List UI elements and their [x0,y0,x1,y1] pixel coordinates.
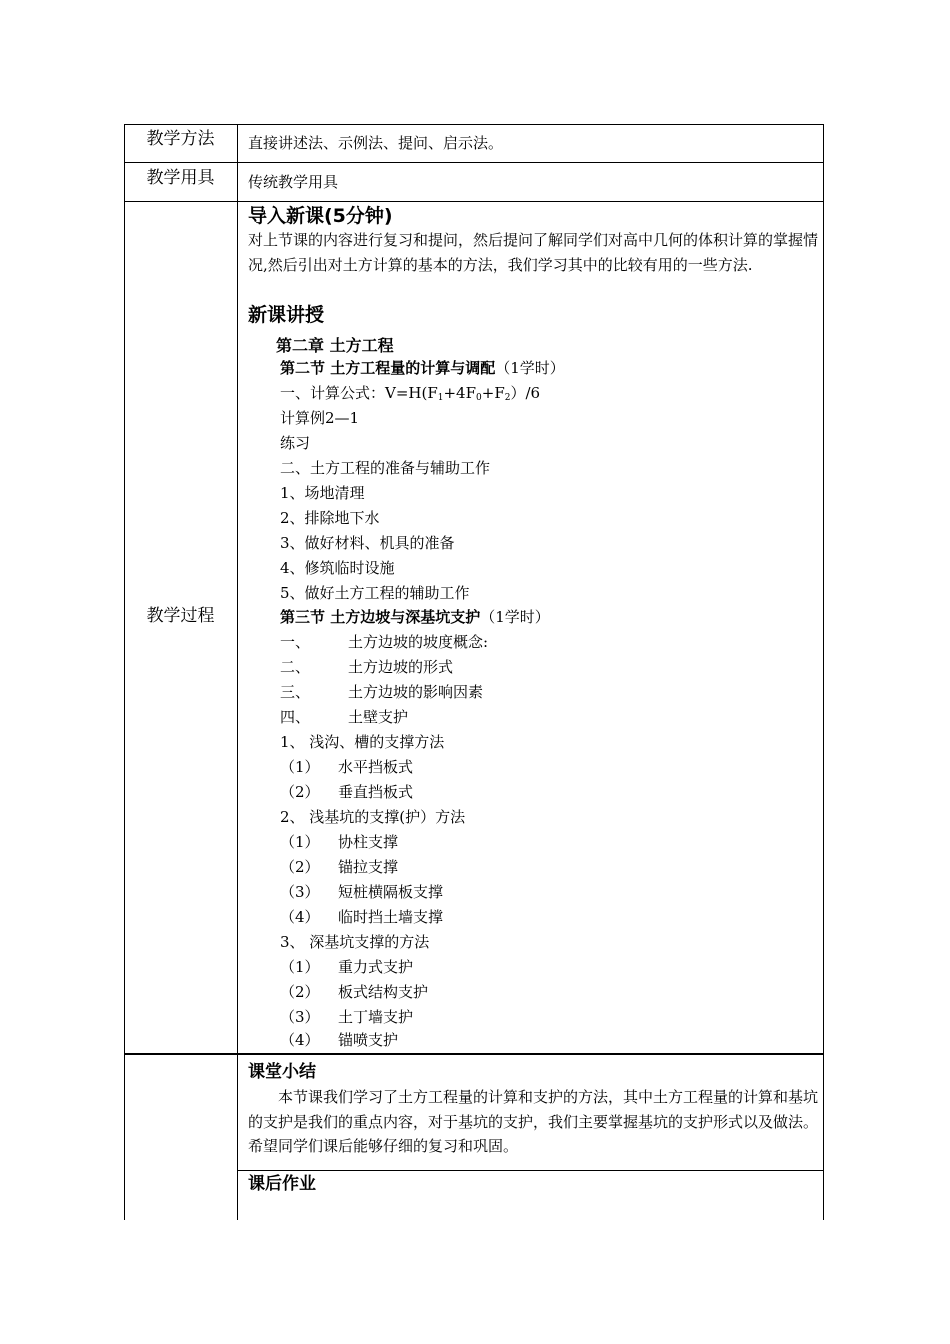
row-divider-3 [124,1053,824,1055]
subsection-2-title: 2、 浅基坑的支撑(护）方法 [280,808,466,826]
list-item-text: 临时挡土墙支撑 [338,908,444,926]
subsection-3-title: 3、 深基坑支撑的方法 [280,933,430,951]
section3-item-num: 二、 [280,658,311,676]
section3-item-num: 四、 [280,708,311,726]
tools-value: 传统教学用具 [248,173,339,191]
section2-hours: （1学时） [495,359,565,377]
section2-item: 二、土方工程的准备与辅助工作 [280,459,491,477]
formula-mid-2: +F [481,384,505,402]
section3-title [280,607,550,627]
process-label: 教学过程 [146,606,215,626]
table-border-right [823,124,824,1220]
section3-title-text: 第三节 土方边坡与深基坑支护 [280,608,481,626]
intro-text: 对上节课的内容进行复习和提问，然后提问了解同学们对高中几何的体积计算的掌握情况,然后引出对土方计算的基本的方法，我们学习其中的比较有用的一些方法. [248,231,819,274]
section2-item: 练习 [280,434,311,452]
list-item-num: （1） [280,833,320,851]
section3-item-text: 土方边坡的影响因素 [348,683,484,701]
list-item-text: 垂直挡板式 [338,783,414,801]
formula-mid-1: +4F [443,384,477,402]
homework-heading: 课后作业 [248,1174,316,1194]
section3-item-text: 土方边坡的形式 [348,658,454,676]
list-item-text: 短桩横隔板支撑 [338,883,444,901]
section3-item-text: 土壁支护 [348,708,409,726]
formula-sub-1: 1 [437,393,444,403]
list-item-num: （2） [280,858,320,876]
section2-item: 2、排除地下水 [280,509,380,527]
table-border-top [124,124,824,125]
formula-sub-0: 0 [476,393,482,403]
subsection-1-title: 1、 浅沟、槽的支撑方法 [280,733,445,751]
list-item-text: 锚喷支护 [338,1031,399,1049]
tools-label: 教学用具 [146,168,215,188]
section2-item: 计算例2—1 [280,409,360,427]
list-item-text: 重力式支护 [338,958,414,976]
table-border-left [124,124,125,1220]
section2-item: 5、做好土方工程的辅助工作 [280,584,470,602]
row-divider-4 [237,1170,824,1171]
formula-prefix: 一、计算公式：V=H(F [280,384,438,402]
list-item-num: （1） [280,958,320,976]
lesson-plan-table [124,124,824,1220]
section3-hours: （1学时） [480,608,550,626]
row-divider-1 [124,162,824,163]
list-item-num: （3） [280,883,320,901]
section3-item-text: 土方边坡的坡度概念: [348,633,489,651]
list-item-num: （2） [280,983,320,1001]
list-item-text: 土丁墙支护 [338,1008,414,1026]
section3-item-num: 三、 [280,683,311,701]
section2-item: 3、做好材料、机具的准备 [280,534,455,552]
list-item-num: （1） [280,758,320,776]
formula-sub-2: 2 [504,393,511,403]
method-label: 教学方法 [146,129,215,149]
list-item-text: 板式结构支护 [338,983,429,1001]
formula-suffix: ）/6 [510,384,541,402]
section3-item-num: 一、 [280,633,311,651]
list-item-num: （4） [280,908,320,926]
formula-line [280,383,540,408]
list-item-num: （2） [280,783,320,801]
section2-item: 4、修筑临时设施 [280,559,395,577]
list-item-num: （3） [280,1008,320,1026]
row-divider-2 [124,201,824,202]
lecture-heading: 新课讲授 [248,304,325,326]
method-value: 直接讲述法、示例法、提问、启示法。 [248,134,504,152]
summary-heading: 课堂小结 [248,1062,316,1082]
intro-heading: 导入新课(5分钟) [248,205,393,227]
table-column-divider [237,124,238,1220]
chapter-title: 第二章 土方工程 [276,336,394,355]
list-item-num: （4） [280,1031,320,1049]
list-item-text: 协柱支撑 [338,833,399,851]
summary-text: 本节课我们学习了土方工程量的计算和支护的方法，其中土方工程量的计算和基坑的支护是我们的重点内容，对于基坑的支护，我们主要掌握基坑的支护形式以及做法。希望同学们课后能够仔细的复习和巩固。 [248,1088,819,1155]
list-item-text: 水平挡板式 [338,758,414,776]
section2-title [280,358,565,378]
list-item-text: 锚拉支撑 [338,858,399,876]
section2-title-text: 第二节 土方工程量的计算与调配 [280,359,496,377]
section2-item: 1、场地清理 [280,484,365,502]
